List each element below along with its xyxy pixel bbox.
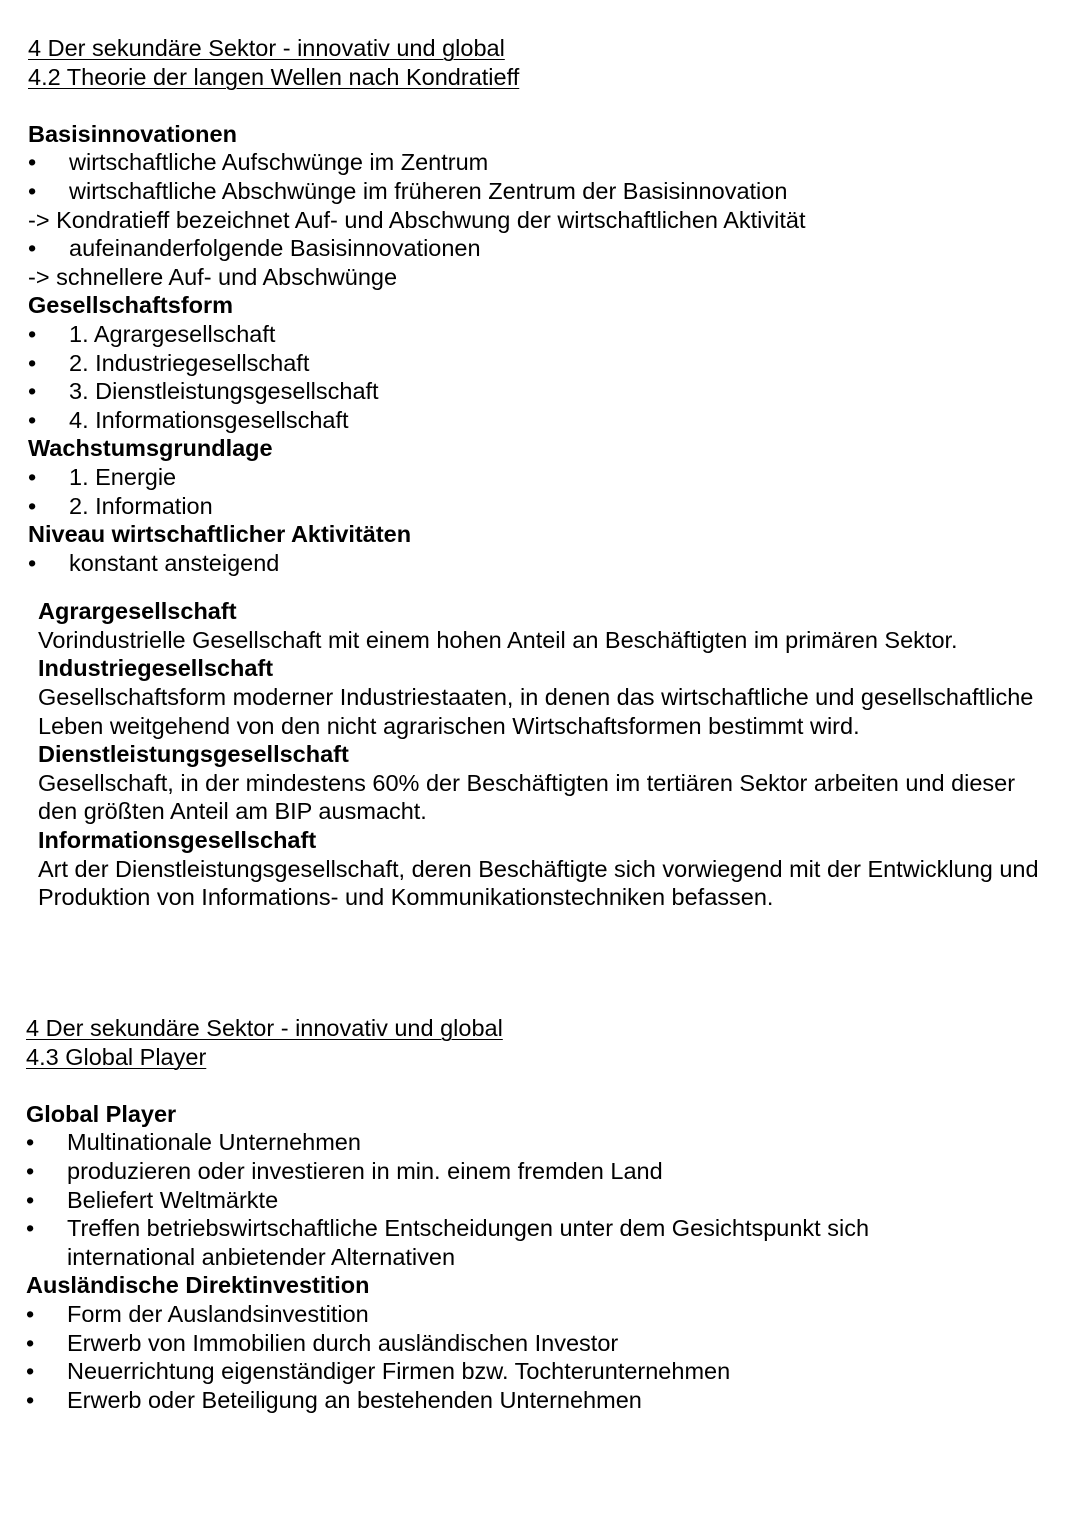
bullet-icon: • bbox=[26, 1129, 35, 1156]
list-item bbox=[26, 1329, 1066, 1358]
definition-term: Informationsgesellschaft bbox=[38, 827, 317, 854]
bullet-icon: • bbox=[28, 549, 37, 576]
list-item bbox=[28, 377, 1068, 406]
heading-direktinvestition: Ausländische Direktinvestition bbox=[26, 1272, 370, 1299]
definition-text: Vorindustrielle Gesellschaft mit einem hohen Anteil an Beschäftigten im primären Sektor. bbox=[38, 626, 958, 653]
chapter-title: 4 Der sekundäre Sektor - innovativ und global bbox=[28, 35, 505, 61]
list-item bbox=[26, 1357, 1066, 1386]
list-item bbox=[26, 1157, 1066, 1186]
heading-gesellschaftsform: Gesellschaftsform bbox=[28, 292, 234, 319]
list-item-text: Treffen betriebswirtschaftliche Entscheidungen unter dem Gesichtspunkt sich international anbietender Alternativen bbox=[67, 1215, 870, 1270]
definition-term: Dienstleistungsgesellschaft bbox=[38, 741, 349, 768]
list-item bbox=[26, 1128, 1066, 1157]
list-item-text: 4. Informationsgesellschaft bbox=[69, 406, 349, 433]
bullet-icon: • bbox=[28, 463, 37, 490]
section-global-player bbox=[26, 1014, 1066, 1414]
spacer bbox=[26, 1071, 1066, 1100]
list-item-text: aufeinanderfolgende Basisinnovationen bbox=[69, 235, 481, 262]
list-item-text: Multinationale Unternehmen bbox=[67, 1129, 361, 1156]
spacer bbox=[28, 91, 1068, 120]
bullet-icon: • bbox=[28, 149, 37, 176]
bullet-icon: • bbox=[26, 1186, 35, 1213]
bullet-icon: • bbox=[28, 235, 37, 262]
chapter-title: 4 Der sekundäre Sektor - innovativ und global bbox=[26, 1015, 503, 1041]
heading-basisinnovationen: Basisinnovationen bbox=[28, 120, 237, 147]
bullet-icon: • bbox=[28, 320, 37, 347]
list-item-text: wirtschaftliche Aufschwünge im Zentrum bbox=[69, 149, 489, 176]
list-item-text: konstant ansteigend bbox=[69, 549, 280, 576]
definition-term: Agrargesellschaft bbox=[38, 598, 237, 625]
bullet-icon: • bbox=[28, 349, 37, 376]
heading-niveau: Niveau wirtschaftlicher Aktivitäten bbox=[28, 521, 412, 548]
subchapter-title: 4.2 Theorie der langen Wellen nach Kondratieff bbox=[28, 63, 520, 90]
list-item bbox=[28, 406, 1068, 435]
list-item-text: Neuerrichtung eigenständiger Firmen bzw. Tochterunternehmen bbox=[67, 1358, 731, 1385]
list-item bbox=[28, 349, 1068, 378]
arrow-note: -> schnellere Auf- und Abschwünge bbox=[28, 263, 398, 290]
list-item-text: produzieren oder investieren in min. einem fremden Land bbox=[67, 1157, 663, 1184]
definition-text: Gesellschaft, in der mindestens 60% der Beschäftigten im tertiären Sektor arbeiten und dieser den größten Anteil am BIP ausmacht. bbox=[38, 769, 1016, 825]
bullet-icon: • bbox=[28, 177, 37, 204]
list-item-text: 1. Energie bbox=[69, 463, 177, 490]
list-item-text: 3. Dienstleistungsgesellschaft bbox=[69, 378, 379, 405]
list-item-text: 1. Agrargesellschaft bbox=[69, 320, 276, 347]
list-item bbox=[28, 148, 1068, 177]
subchapter-title: 4.3 Global Player bbox=[26, 1043, 207, 1070]
definition-text: Gesellschaftsform moderner Industriestaaten, in denen das wirtschaftliche und gesellschaftliche Leben weitgehend von den nicht agrarischen Wirtschaftsformen bestimmt wird. bbox=[38, 684, 1034, 739]
list-item bbox=[26, 1386, 1066, 1415]
bullet-icon: • bbox=[26, 1358, 35, 1385]
bullet-icon: • bbox=[26, 1300, 35, 1327]
bullet-icon: • bbox=[28, 492, 37, 519]
heading-global-player: Global Player bbox=[26, 1100, 177, 1127]
heading-wachstumsgrundlage: Wachstumsgrundlage bbox=[28, 435, 273, 462]
list-item-text: Beliefert Weltmärkte bbox=[67, 1186, 279, 1213]
definitions-block bbox=[28, 597, 1068, 912]
list-item bbox=[28, 320, 1068, 349]
list-item bbox=[28, 492, 1068, 521]
list-item bbox=[28, 234, 1068, 263]
bullet-icon: • bbox=[28, 378, 37, 405]
section-kondratieff bbox=[28, 34, 1068, 912]
list-item-text: wirtschaftliche Abschwünge im früheren Zentrum der Basisinnovation bbox=[69, 177, 788, 204]
bullet-icon: • bbox=[26, 1386, 35, 1413]
definition-text: Art der Dienstleistungsgesellschaft, deren Beschäftigte sich vorwiegend mit der Entwicklung und Produktion von Informations- und Kommunikationstechniken befassen. bbox=[38, 855, 1039, 911]
list-item-text: 2. Industriegesellschaft bbox=[69, 349, 310, 376]
list-item bbox=[26, 1186, 1066, 1215]
arrow-note: -> Kondratieff bezeichnet Auf- und Abschwung der wirtschaftlichen Aktivität bbox=[28, 206, 806, 233]
bullet-icon: • bbox=[28, 406, 37, 433]
list-item bbox=[26, 1300, 1066, 1329]
list-item bbox=[28, 463, 1068, 492]
list-item-text: Erwerb oder Beteiligung an bestehenden Unternehmen bbox=[67, 1386, 642, 1413]
bullet-icon: • bbox=[26, 1215, 35, 1242]
list-item-text: Form der Auslandsinvestition bbox=[67, 1300, 369, 1327]
bullet-icon: • bbox=[26, 1157, 35, 1184]
list-item bbox=[26, 1214, 1066, 1271]
list-item-text: Erwerb von Immobilien durch ausländischen Investor bbox=[67, 1329, 619, 1356]
list-item-text: 2. Information bbox=[69, 492, 213, 519]
bullet-icon: • bbox=[26, 1329, 35, 1356]
list-item bbox=[28, 177, 1068, 206]
list-item bbox=[28, 549, 1068, 578]
definition-term: Industriegesellschaft bbox=[38, 655, 274, 682]
